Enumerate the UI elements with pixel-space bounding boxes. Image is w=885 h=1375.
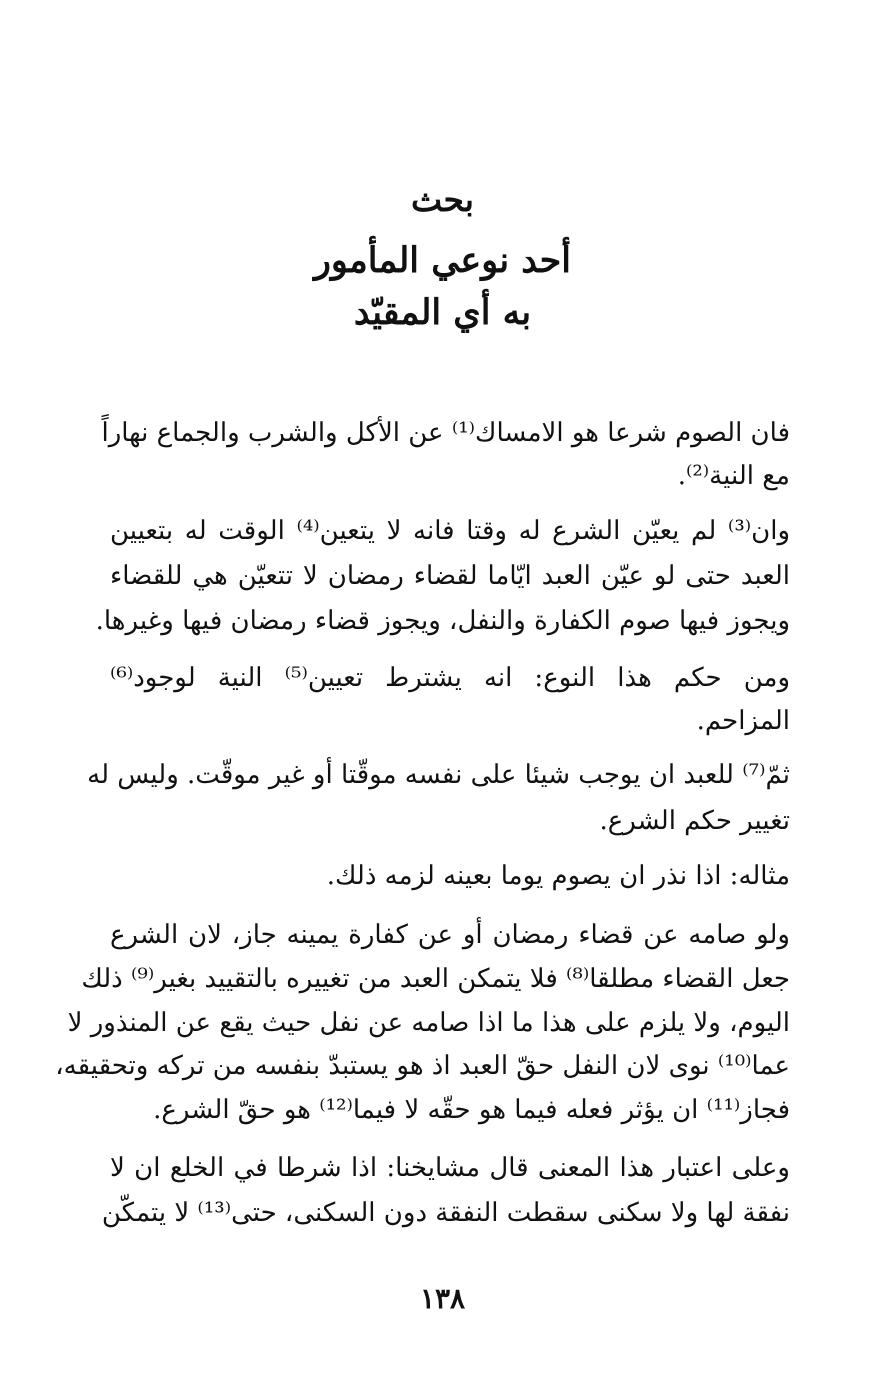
text-line: فان الصوم شرعا هو الامساك⁽¹⁾ عن الأكل والشرب والجماع نهاراً [101,418,790,448]
section-label: بحث [411,180,474,219]
text-line: ثمّ⁽⁷⁾ للعبد ان يوجب شيئا على نفسه موقّتا أو غير موقّت. وليس له [87,760,790,790]
text-line: مثاله: اذا نذر ان يصوم يوما بعينه لزمه ذلك. [326,861,790,891]
page-number: ١٣٨ [419,1282,466,1315]
text-line: جعل القضاء مطلقا⁽⁸⁾ فلا يتمكن العبد من تغييره بالتقييد بغير⁽⁹⁾ ذلك [81,964,790,994]
text-line: ويجوز فيها صوم الكفارة والنفل، ويجوز قضاء رمضان فيها وغيرها. [95,606,790,636]
text-line: وان⁽³⁾ لم يعيّن الشرع له وقتا فانه لا يتعين⁽⁴⁾ الوقت له بتعيين [110,516,791,546]
text-line: تغيير حكم الشرع. [599,806,790,836]
section-title-line-1: أحد نوعي المأمور [314,240,571,281]
text-line: فجاز⁽¹¹⁾ ان يؤثر فعله فيما هو حقّه لا فيما⁽¹²⁾ هو حقّ الشرع. [153,1095,790,1125]
section-title-line-2: به أي المقيّد [353,292,532,333]
text-line: العبد حتى لو عيّن العبد ايّاما لقضاء رمضان لا تتعيّن هي للقضاء [110,561,790,591]
text-line: المزاحم. [696,706,790,736]
text-line: وعلى اعتبار هذا المعنى قال مشايخنا: اذا شرطا في الخلع ان لا [110,1153,790,1183]
text-line: اليوم، ولا يلزم على هذا ما اذا صامه عن نفل حيث يقع عن المنذور لا [67,1008,790,1038]
text-line: مع النية⁽²⁾. [677,461,790,491]
text-line: عما⁽¹⁰⁾ نوى لان النفل حقّ العبد اذ هو يستبدّ بنفسه من تركه وتحقيقه، [55,1051,790,1081]
text-line: ولو صامه عن قضاء رمضان أو عن كفارة يمينه جاز، لان الشرع [110,920,790,950]
text-line: ومن حكم هذا النوع: انه يشترط تعيين⁽⁵⁾ النية لوجود⁽⁶⁾ [110,663,790,693]
text-line: نفقة لها ولا سكنى سقطت النفقة دون السكنى، حتى⁽¹³⁾ لا يتمكّن [101,1198,790,1228]
